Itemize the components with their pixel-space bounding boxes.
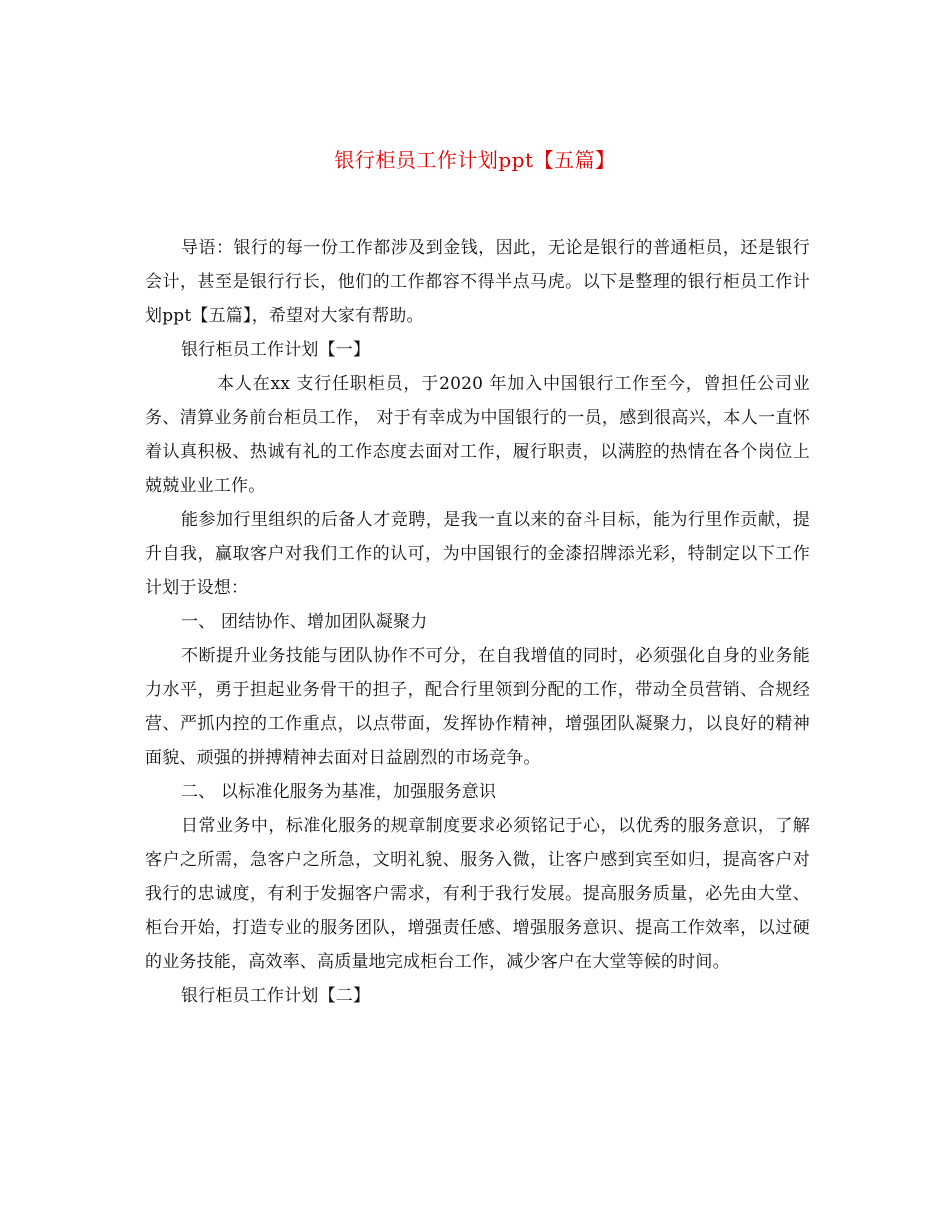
- body-paragraph: 本人在xx 支行任职柜员，于2020 年加入中国银行工作至今，曾担任公司业务、清算业务前台柜员工作， 对于有幸成为中国银行的一员，感到很高兴，本人一直怀着认真积极、热诚有礼的工作态度去面对工作，履行职责，以满腔的热情在各个岗位上兢兢业业工作。: [145, 374, 810, 496]
- document-body: [145, 231, 810, 1013]
- section-heading-2: 银行柜员工作计划【二】: [181, 986, 371, 1006]
- section-heading-1: 银行柜员工作计划【一】: [181, 340, 371, 360]
- subsection-heading-1: 一、 团结协作、增加团队凝聚力: [181, 612, 428, 632]
- document-title: 银行柜员工作计划ppt【五篇】: [334, 148, 616, 172]
- intro-paragraph: 导语：银行的每一份工作都涉及到金钱，因此，无论是银行的普通柜员，还是银行会计，甚至是银行行长，他们的工作都容不得半点马虎。以下是整理的银行柜员工作计划ppt【五篇】，希望对大家有帮助。: [145, 238, 810, 326]
- subsection-heading-2: 二、 以标准化服务为基准，加强服务意识: [181, 782, 497, 802]
- body-paragraph: 日常业务中，标准化服务的规章制度要求必须铭记于心，以优秀的服务意识，了解客户之所需，急客户之所急，文明礼貌、服务入微，让客户感到宾至如归，提高客户对我行的忠诚度，有利于发掘客户需求，有利于我行发展。提高服务质量，必先由大堂、柜台开始，打造专业的服务团队，增强责任感、增强服务意识、提高工作效率，以过硬的业务技能，高效率、高质量地完成柜台工作，减少客户在大堂等候的时间。: [145, 816, 810, 972]
- body-paragraph: 不断提升业务技能与团队协作不可分，在自我增值的同时，必须强化自身的业务能力水平，勇于担起业务骨干的担子，配合行里领到分配的工作，带动全员营销、合规经营、严抓内控的工作重点，以点带面，发挥协作精神，增强团队凝聚力，以良好的精神面貌、顽强的拼搏精神去面对日益剧烈的市场竞争。: [145, 646, 810, 768]
- body-paragraph: 能参加行里组织的后备人才竞聘，是我一直以来的奋斗目标，能为行里作贡献，提升自我，赢取客户对我们工作的认可，为中国银行的金漆招牌添光彩，特制定以下工作计划于设想：: [145, 510, 810, 598]
